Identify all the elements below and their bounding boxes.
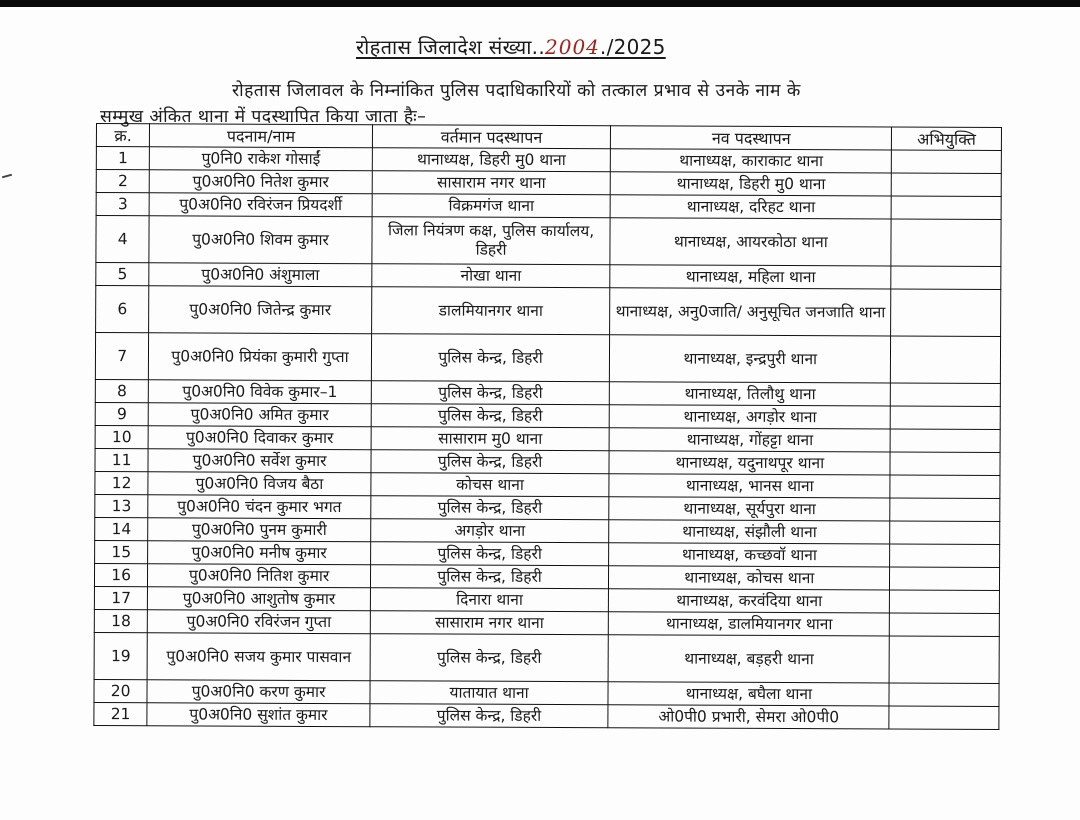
cell-remarks	[890, 567, 1000, 590]
posting-table	[93, 123, 1002, 730]
cell-remarks	[890, 590, 1000, 613]
cell-new-posting: थानाध्यक्ष, बघैला थाना	[608, 682, 889, 706]
cell-remarks	[891, 219, 1001, 266]
table-row	[94, 632, 999, 683]
order-number: 2004	[545, 35, 600, 59]
cell-new-posting: थानाध्यक्ष, आयरकोठा थाना	[610, 218, 891, 266]
cell-current-posting: सासाराम मु0 थाना	[371, 427, 610, 451]
cell-name: पु0अ0नि0 सुशांत कुमार	[147, 703, 370, 727]
cell-remarks	[889, 706, 999, 729]
cell-remarks	[890, 452, 1000, 475]
cell-serial: 6	[96, 286, 150, 333]
cell-name: पु0अ0नि0 दिवाकर कुमार	[148, 426, 371, 450]
cell-current-posting: यातायात थाना	[370, 681, 609, 705]
cell-serial: 7	[95, 333, 149, 380]
cell-current-posting: पुलिस केन्द्र, डिहरी	[370, 542, 609, 566]
cell-remarks	[890, 544, 1000, 567]
cell-name: पु0नि0 राकेश गोसाईं	[150, 147, 373, 171]
cell-serial: 20	[94, 679, 147, 702]
cell-current-posting: पुलिस केन्द्र, डिहरी	[371, 381, 610, 405]
cell-serial: 9	[95, 402, 148, 425]
col-header-name: पदनाम/नाम	[150, 124, 373, 148]
cell-name: पु0अ0नि0 आशुतोष कुमार	[148, 587, 371, 611]
cell-current-posting: कोचस थाना	[371, 473, 610, 497]
cell-remarks	[891, 266, 1001, 289]
cell-current-posting: पुलिस केन्द्र, डिहरी	[371, 404, 610, 428]
cell-remarks	[892, 150, 1002, 173]
cell-serial: 18	[94, 609, 147, 632]
cell-new-posting: थानाध्यक्ष, अनु0जाति/ अनुसूचित जनजाति थाना	[610, 288, 891, 336]
cell-remarks	[890, 406, 1000, 429]
cell-name: पु0अ0नि0 सजय कुमार पासवान	[147, 633, 370, 681]
cell-serial: 8	[95, 379, 148, 402]
cell-serial: 15	[95, 540, 148, 563]
cell-new-posting: थानाध्यक्ष, महिला थाना	[610, 265, 891, 289]
cell-name: पु0अ0नि0 विवेक कुमार–1	[149, 380, 372, 404]
cell-remarks	[891, 173, 1001, 196]
cell-new-posting: थानाध्यक्ष, संझौली थाना	[609, 520, 890, 544]
cell-serial: 5	[96, 263, 149, 286]
col-header-new-posting: नव पदस्थापन	[611, 126, 892, 150]
cell-current-posting: जिला नियंत्रण कक्ष, पुलिस कार्यालय, डिहरी	[372, 217, 611, 265]
cell-serial: 1	[96, 147, 149, 170]
cell-remarks	[889, 683, 999, 706]
top-black-bar	[0, 0, 1080, 7]
cell-current-posting: थानाध्यक्ष, डिहरी मु0 थाना	[372, 148, 611, 172]
cell-name: पु0अ0नि0 अमित कुमार	[149, 403, 372, 427]
col-header-serial: क्र.	[96, 124, 149, 147]
cell-current-posting: पुलिस केन्द्र, डिहरी	[371, 334, 610, 382]
cell-remarks	[890, 498, 1000, 521]
cell-name: पु0अ0नि0 रविरंजन प्रियदर्शी	[149, 193, 372, 217]
cell-serial: 10	[95, 425, 148, 448]
margin-pen-mark	[2, 174, 12, 179]
cell-new-posting: थानाध्यक्ष, सूर्यपुरा थाना	[609, 497, 890, 521]
cell-current-posting: सासाराम नगर थाना	[370, 611, 609, 635]
document-page	[0, 7, 1080, 820]
cell-current-posting: अगड़ोर थाना	[370, 519, 609, 543]
cell-new-posting: थानाध्यक्ष, करवंदिया थाना	[609, 589, 890, 613]
cell-current-posting: डालमियानगर थाना	[371, 287, 610, 335]
cell-new-posting: थानाध्यक्ष, काराकाट थाना	[611, 149, 892, 173]
cell-name: पु0अ0नि0 रविरंजन गुप्ता	[148, 610, 371, 634]
cell-serial: 16	[94, 563, 147, 586]
cell-remarks	[890, 429, 1000, 452]
cell-serial: 17	[94, 586, 147, 609]
cell-serial: 4	[96, 216, 150, 263]
cell-remarks	[890, 613, 1000, 636]
cell-new-posting: थानाध्यक्ष, कोचस थाना	[609, 566, 890, 590]
cell-serial: 3	[96, 193, 149, 216]
cell-remarks	[891, 336, 1001, 383]
cell-serial: 19	[94, 632, 148, 679]
table-row	[95, 333, 1000, 384]
intro-line-2: सम्मुख अंकित थाना में पदस्थापित किया जाता हैः–	[100, 107, 427, 127]
cell-current-posting: विक्रमगंज थाना	[372, 194, 611, 218]
cell-current-posting: पुलिस केन्द्र, डिहरी	[371, 496, 610, 520]
cell-name: पु0अ0नि0 सर्वेश कुमार	[148, 449, 371, 473]
cell-current-posting: नोखा थाना	[372, 264, 611, 288]
cell-new-posting: थानाध्यक्ष, तिलौथु थाना	[610, 382, 891, 406]
cell-serial: 11	[95, 448, 148, 471]
cell-serial: 2	[96, 170, 149, 193]
cell-new-posting: थानाध्यक्ष, भानस थाना	[609, 474, 890, 498]
cell-name: पु0अ0नि0 नितेश कुमार	[150, 170, 373, 194]
cell-current-posting: पुलिस केन्द्र, डिहरी	[371, 450, 610, 474]
title-prefix: रोहतास जिलादेश संख्या..	[356, 35, 545, 59]
col-header-current-posting: वर्तमान पदस्थापन	[372, 125, 611, 149]
cell-current-posting: दिनारा थाना	[370, 588, 609, 612]
cell-name: पु0अ0नि0 चंदन कुमार भगत	[148, 495, 371, 519]
title-suffix: ./2025	[599, 35, 666, 59]
cell-new-posting: थानाध्यक्ष, इन्द्रपुरी थाना	[610, 335, 891, 383]
table-row	[96, 216, 1001, 267]
cell-new-posting: थानाध्यक्ष, यदुनाथपूर थाना	[609, 451, 890, 475]
cell-current-posting: पुलिस केन्द्र, डिहरी	[370, 565, 609, 589]
col-header-remarks: अभियुक्ति	[892, 127, 1002, 150]
cell-new-posting: थानाध्यक्ष, डिहरी मु0 थाना	[611, 172, 892, 196]
cell-name: पु0अ0नि0 करण कुमार	[147, 680, 370, 704]
cell-current-posting: सासाराम नगर थाना	[372, 171, 611, 195]
order-title	[356, 33, 666, 60]
cell-name: पु0अ0नि0 जितेन्द्र कुमार	[149, 286, 372, 334]
cell-new-posting: ओ0पी0 प्रभारी, सेमरा ओ0पी0	[608, 705, 889, 729]
cell-serial: 21	[94, 702, 147, 725]
cell-serial: 13	[95, 494, 148, 517]
cell-current-posting: पुलिस केन्द्र, डिहरी	[370, 704, 609, 728]
cell-new-posting: थानाध्यक्ष, दरिहट थाना	[610, 195, 891, 219]
cell-remarks	[890, 521, 1000, 544]
cell-name: पु0अ0नि0 प्रियंका कुमारी गुप्ता	[149, 333, 372, 381]
cell-remarks	[891, 196, 1001, 219]
cell-serial: 14	[95, 517, 148, 540]
cell-name: पु0अ0नि0 अंशुमाला	[149, 263, 372, 287]
intro-line-1: रोहतास जिलावल के निम्नांकित पुलिस पदाधिकारियों को तत्काल प्रभाव से उनके नाम के	[232, 81, 801, 101]
cell-name: पु0अ0नि0 मनीष कुमार	[148, 541, 371, 565]
cell-new-posting: थानाध्यक्ष, डालमियानगर थाना	[609, 612, 890, 636]
cell-name: पु0अ0नि0 नितिश कुमार	[148, 564, 371, 588]
cell-new-posting: थानाध्यक्ष, कच्छवॉ थाना	[609, 543, 890, 567]
cell-remarks	[891, 383, 1001, 406]
cell-new-posting: थानाध्यक्ष, गोंहट्टा थाना	[609, 428, 890, 452]
cell-new-posting: थानाध्यक्ष, बड़हरी थाना	[608, 635, 889, 683]
cell-remarks	[889, 636, 999, 683]
cell-new-posting: थानाध्यक्ष, अगड़ोर थाना	[610, 405, 891, 429]
cell-name: पु0अ0नि0 पुनम कुमारी	[148, 518, 371, 542]
cell-remarks	[891, 289, 1001, 336]
cell-current-posting: पुलिस केन्द्र, डिहरी	[370, 634, 609, 682]
table-row	[96, 286, 1001, 337]
cell-name: पु0अ0नि0 विजय बैठा	[148, 472, 371, 496]
table-row	[94, 702, 999, 729]
cell-serial: 12	[95, 471, 148, 494]
cell-remarks	[890, 475, 1000, 498]
cell-name: पु0अ0नि0 शिवम कुमार	[149, 216, 372, 264]
